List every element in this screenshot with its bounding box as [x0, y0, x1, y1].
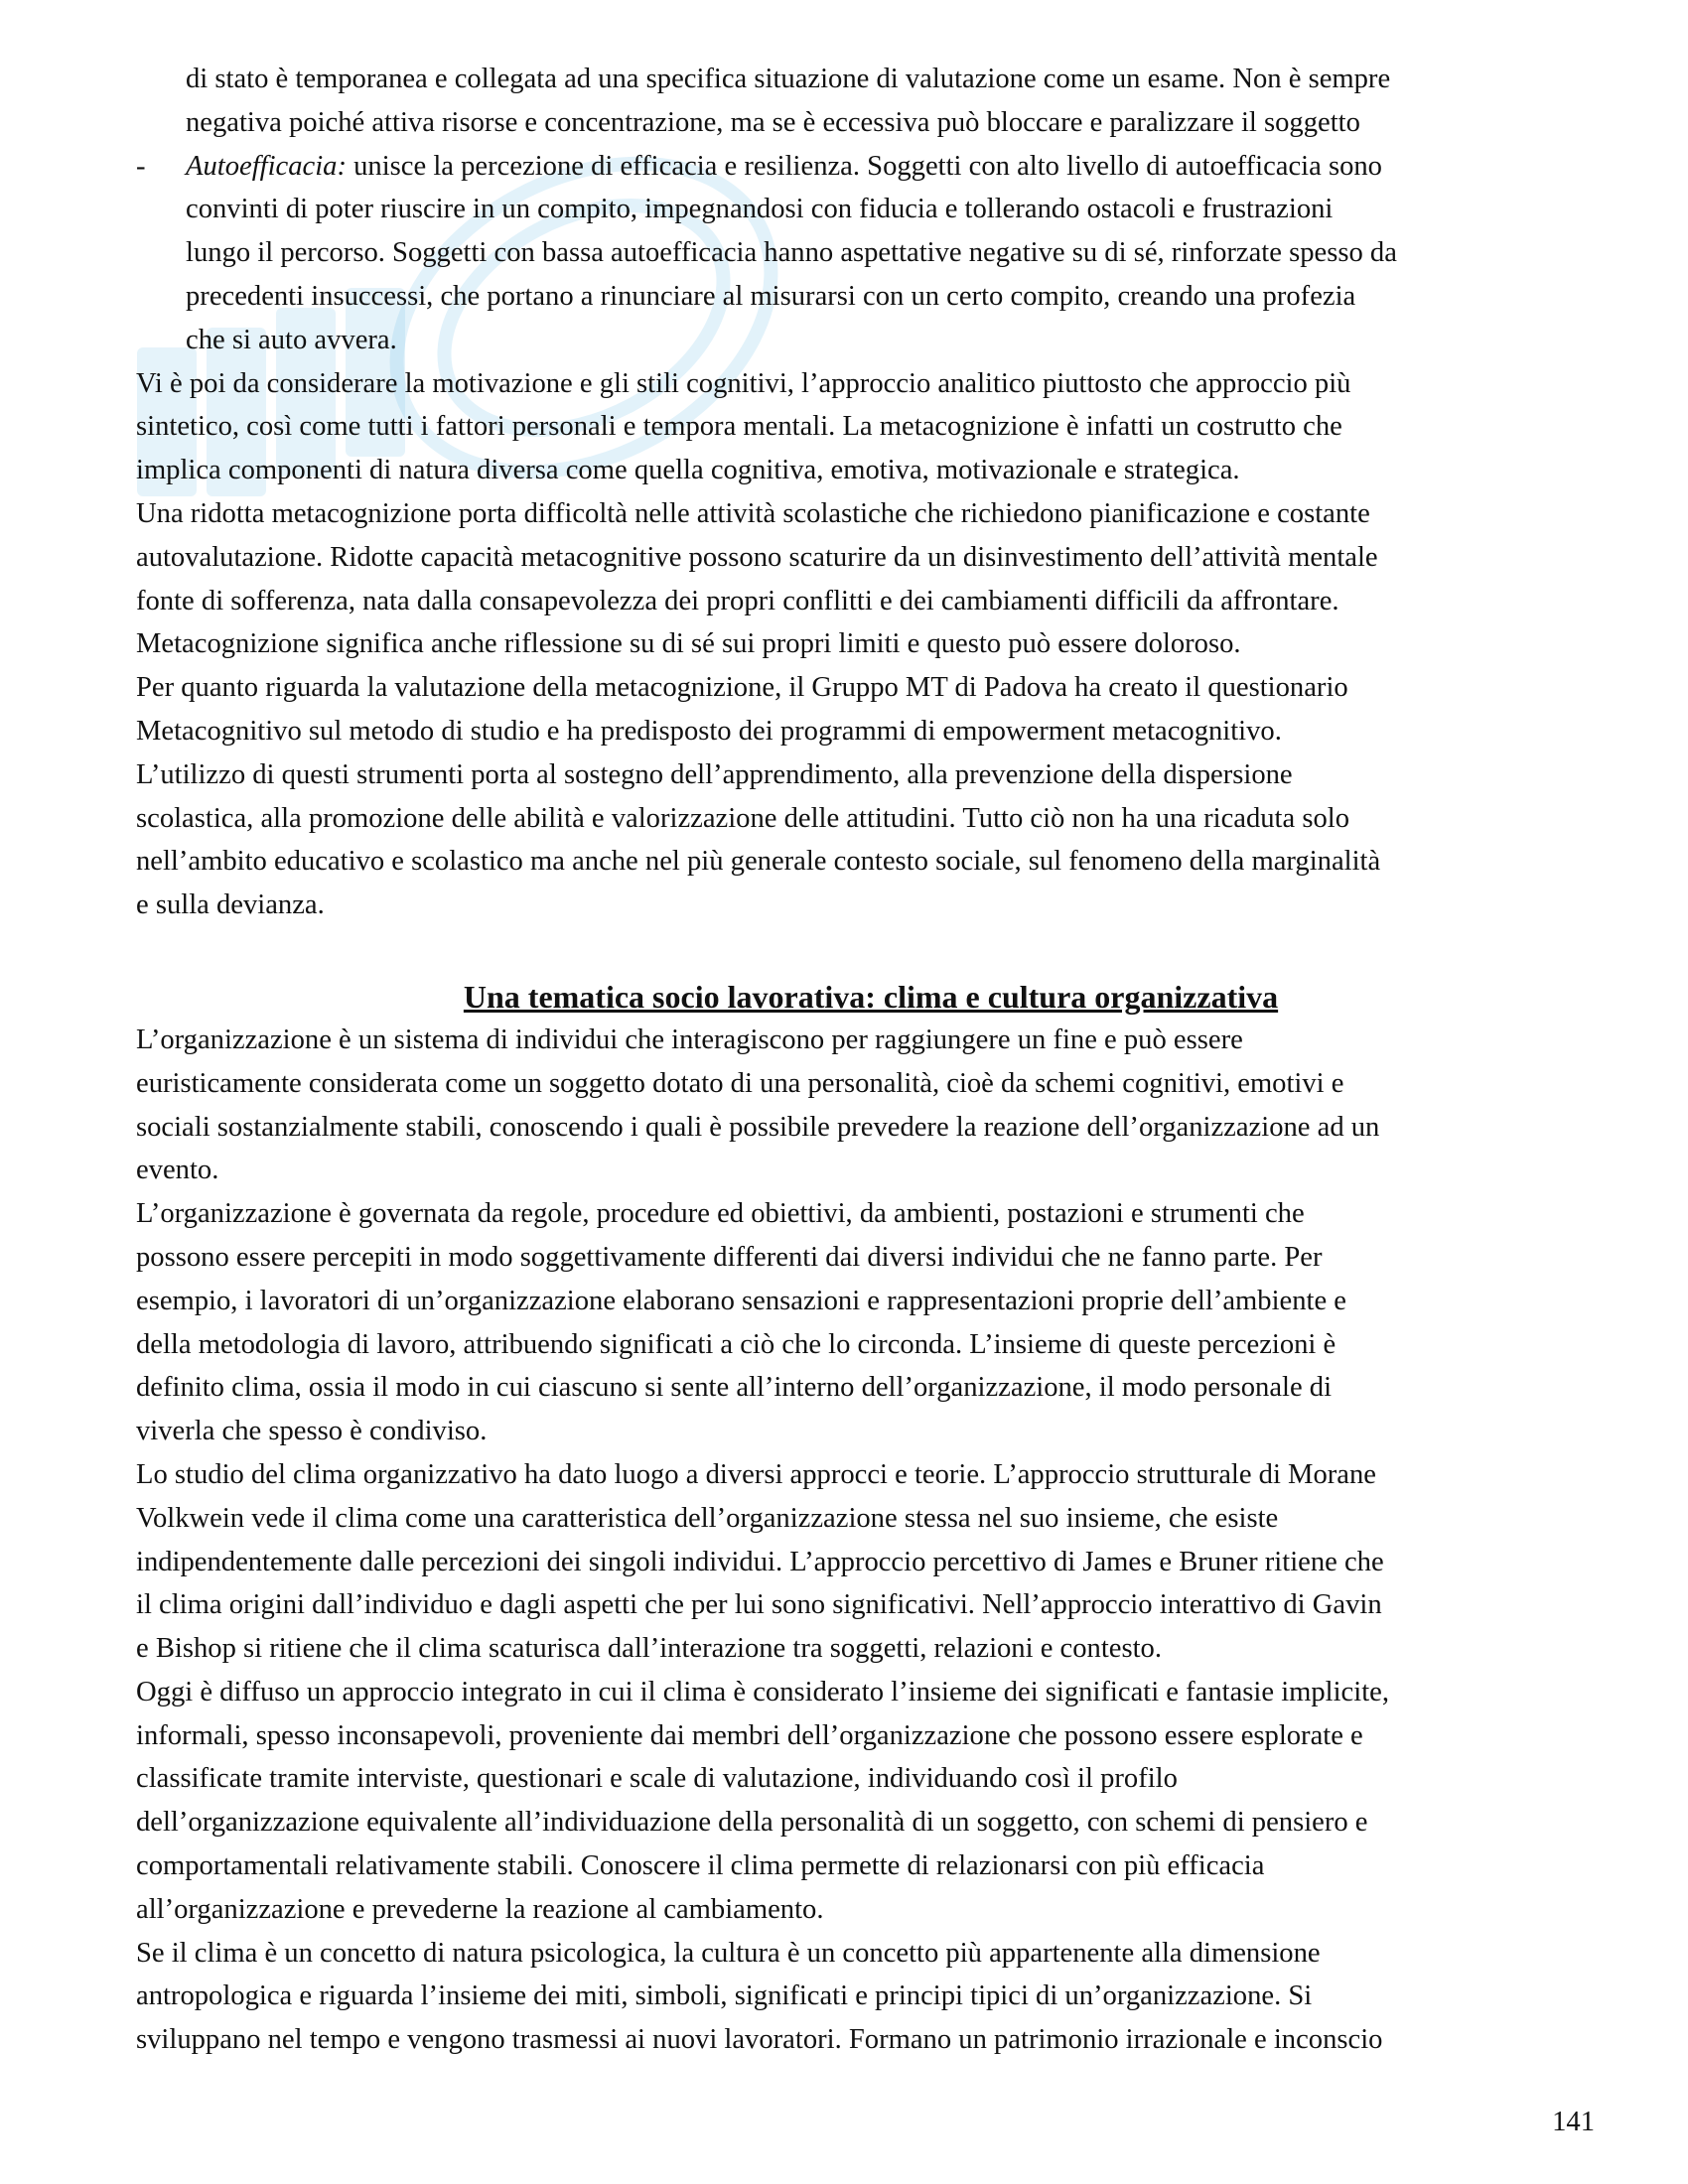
text-line: fonte di sofferenza, nata dalla consapevolezza dei propri conflitti e dei cambiamenti difficili da affrontare. — [136, 585, 1339, 616]
text-line: euristicamente considerata come un soggetto dotato di una personalità, cioè da schemi cognitivi, emotivi e — [136, 1067, 1344, 1099]
text-line: precedenti insuccessi, che portano a rinunciare al misurarsi con un certo compito, creando una profezia — [186, 280, 1356, 312]
text-line: sociali sostanzialmente stabili, conoscendo i quali è possibile prevedere la reazione dell’organizzazione ad un — [136, 1111, 1380, 1143]
text-line: all’organizzazione e prevederne la reazione al cambiamento. — [136, 1893, 824, 1925]
text-line: il clima origini dall’individuo e dagli aspetti che per lui sono significativi. Nell’approccio interattivo di Gavin — [136, 1589, 1382, 1621]
text-line: scolastica, alla promozione delle abilità e valorizzazione delle attitudini. Tutto ciò non ha una ricaduta solo — [136, 802, 1350, 834]
text-line: che si auto avvera. — [186, 324, 397, 355]
text-line: nell’ambito educativo e scolastico ma anche nel più generale contesto sociale, sul fenomeno della marginalità — [136, 846, 1381, 878]
text-line: Metacognitivo sul metodo di studio e ha predisposto dei programmi di empowerment metacognitivo. — [136, 715, 1282, 747]
list-item-first-line — [186, 145, 1606, 189]
list-item-autoefficacia — [136, 145, 1606, 362]
text-line: Oggi è diffuso un approccio integrato in cui il clima è considerato l’insieme dei significati e fantasie implicite, — [136, 1676, 1389, 1707]
paragraph — [136, 1671, 1606, 1932]
paragraph — [136, 1932, 1606, 2062]
text-line: definito clima, ossia il modo in cui ciascuno si sente all’interno dell’organizzazione, il modo personale di — [136, 1372, 1333, 1404]
document-body — [136, 58, 1606, 2062]
text-line: negativa poiché attiva risorse e concentrazione, ma se è eccessiva può bloccare e paralizzare il soggetto — [186, 106, 1360, 138]
text-line: della metodologia di lavoro, attribuendo significati a ciò che lo circonda. L’insieme di queste percezioni è — [136, 1328, 1336, 1360]
text-line: Metacognizione significa anche riflessione su di sé sui propri limiti e questo può essere doloroso. — [136, 628, 1241, 660]
text-line: comportamentali relativamente stabili. Conoscere il clima permette di relazionarsi con più efficacia — [136, 1850, 1265, 1882]
text-line: evento. — [136, 1155, 219, 1186]
paragraph — [136, 492, 1606, 666]
bullet-text: unisce la percezione di efficacia e resilienza. Soggetti con alto livello di autoefficacia sono — [346, 150, 1382, 182]
text-line: sviluppano nel tempo e vengono trasmessi ai nuovi lavoratori. Formano un patrimonio irrazionale e inconscio — [136, 2024, 1383, 2056]
text-line: L’organizzazione è governata da regole, procedure ed obiettivi, da ambienti, postazioni e strumenti che — [136, 1198, 1305, 1230]
text-line: convinti di poter riuscire in un compito, impegnandosi con fiducia e tollerando ostacoli e frustrazioni — [186, 194, 1334, 225]
paragraph — [136, 362, 1606, 492]
text-line: antropologica e riguarda l’insieme dei miti, simboli, significati e principi tipici di un’organizzazione. Si — [136, 1980, 1313, 2012]
text-line: viverla che spesso è condiviso. — [136, 1416, 488, 1447]
page-number: 141 — [1552, 2107, 1595, 2137]
text-line: esempio, i lavoratori di un’organizzazione elaborano sensazioni e rappresentazioni proprie dell’ambiente e — [136, 1285, 1346, 1316]
text-line: L’organizzazione è un sistema di individui che interagiscono per raggiungere un fine e può essere — [136, 1024, 1243, 1055]
text-line: Vi è poi da considerare la motivazione e gli stili cognitivi, l’approccio analitico piuttosto che approccio più — [136, 367, 1351, 399]
text-line: Volkwein vede il clima come una caratteristica dell’organizzazione stessa nel suo insieme, che esiste — [136, 1502, 1279, 1534]
section-title: Una tematica socio lavorativa: clima e cultura organizzativa — [463, 978, 1279, 1015]
paragraph — [136, 666, 1606, 927]
list-bullet: - — [136, 150, 146, 182]
text-line: classificate tramite interviste, questionari e scale di valutazione, individuando così il profilo — [136, 1763, 1178, 1795]
text-line: dell’organizzazione equivalente all’individuazione della personalità di un soggetto, con schemi di pensiero e — [136, 1807, 1368, 1839]
text-line: sintetico, così come tutti i fattori personali e tempora mentali. La metacognizione è infatti un costrutto che — [136, 411, 1342, 443]
text-line: di stato è temporanea e collegata ad una specifica situazione di valutazione come un esame. Non è sempre — [186, 64, 1391, 94]
paragraph — [136, 1192, 1606, 1453]
text-line: Una ridotta metacognizione porta difficoltà nelle attività scolastiche che richiedono pianificazione e costante — [136, 497, 1370, 529]
paragraph — [136, 1019, 1606, 1192]
text-line: Per quanto riguarda la valutazione della metacognizione, il Gruppo MT di Padova ha creato il questionario — [136, 672, 1348, 704]
text-line: e sulla devianza. — [136, 889, 325, 921]
text-line: indipendentemente dalle percezioni dei singoli individui. L’approccio percettivo di James e Bruner ritiene che — [136, 1546, 1384, 1577]
text-line: autovalutazione. Ridotte capacità metacognitive possono scaturire da un disinvestimento dell’attività mentale — [136, 541, 1378, 573]
text-line: Lo studio del clima organizzativo ha dato luogo a diversi approcci e teorie. L’approccio strutturale di Morane — [136, 1458, 1376, 1490]
blank-line — [136, 927, 1606, 971]
text-line: L’utilizzo di questi strumenti porta al sostegno dell’apprendimento, alla prevenzione della dispersione — [136, 758, 1293, 790]
text-line: Se il clima è un concetto di natura psicologica, la cultura è un concetto più appartenente alla dimensione — [136, 1937, 1321, 1969]
text-line: informali, spesso inconsapevoli, proveniente dai membri dell’organizzazione che possono essere esplorate e — [136, 1719, 1363, 1751]
paragraph — [136, 1453, 1606, 1671]
text-line: e Bishop si ritiene che il clima scaturisca dall’interazione tra soggetti, relazioni e contesto. — [136, 1633, 1162, 1665]
bullet-term: Autoefficacia: — [186, 150, 347, 182]
text-line: lungo il percorso. Soggetti con bassa autoefficacia hanno aspettative negative su di sé, rinforzate spesso da — [186, 237, 1397, 269]
text-line: possono essere percepiti in modo soggettivamente differenti dai diversi individui che ne fanno parte. Per — [136, 1241, 1323, 1273]
text-line: implica componenti di natura diversa come quella cognitiva, emotiva, motivazionale e strategica. — [136, 455, 1240, 486]
